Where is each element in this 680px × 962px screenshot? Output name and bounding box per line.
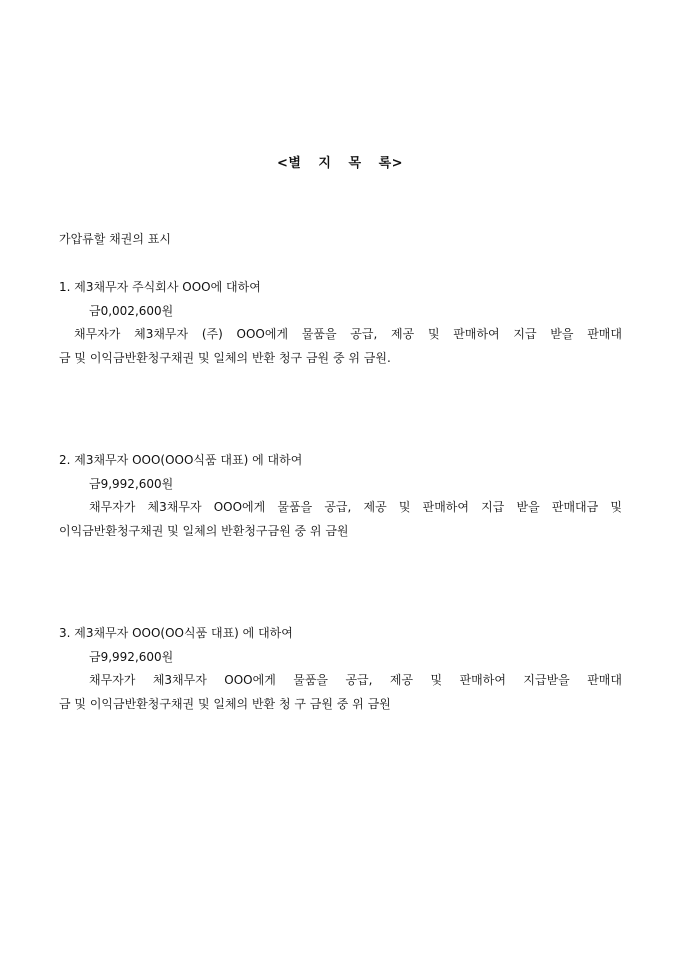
section-1-body-line-2: 금 및 이익금반환청구채권 및 일체의 반환 청구 금원 중 위 금원. [59,351,391,365]
section-1-body-line-1: 채무자가 체3채무자 (주) OOO에게 물품을 공급, 제공 및 판매하여 지급 받을 판매대 [74,327,622,341]
section-1-amount: 금0,002,600원 [89,304,174,318]
section-2-body-line-2: 이익금반환청구채권 및 일체의 반환청구금원 중 위 금원 [59,524,349,538]
section-2-body-line-1: 채무자가 체3채무자 OOO에게 물품을 공급, 제공 및 판매하여 지급 받을 판매대금 및 [89,500,622,514]
section-3-body-line-1: 채무자가 체3채무자 OOO에게 물품을 공급, 제공 및 판매하여 지급받을 판매대 [89,673,622,687]
section-3-amount: 금9,992,600원 [89,650,174,664]
section-2-amount: 금9,992,600원 [89,477,174,491]
section-3-body-line-2: 금 및 이익금반환청구채권 및 일체의 반환 청 구 금원 중 위 금원 [59,697,391,711]
page-title: <별 지 목 록> [276,156,404,171]
section-3-header: 3. 제3채무자 OOO(OO식품 대표) 에 대하여 [59,626,293,640]
section-heading: 가압류할 채권의 표시 [59,232,171,246]
section-1-header: 1. 제3채무자 주식회사 OOO에 대하여 [59,280,261,294]
section-2-header: 2. 제3채무자 OOO(OOO식품 대표) 에 대하여 [59,453,303,467]
